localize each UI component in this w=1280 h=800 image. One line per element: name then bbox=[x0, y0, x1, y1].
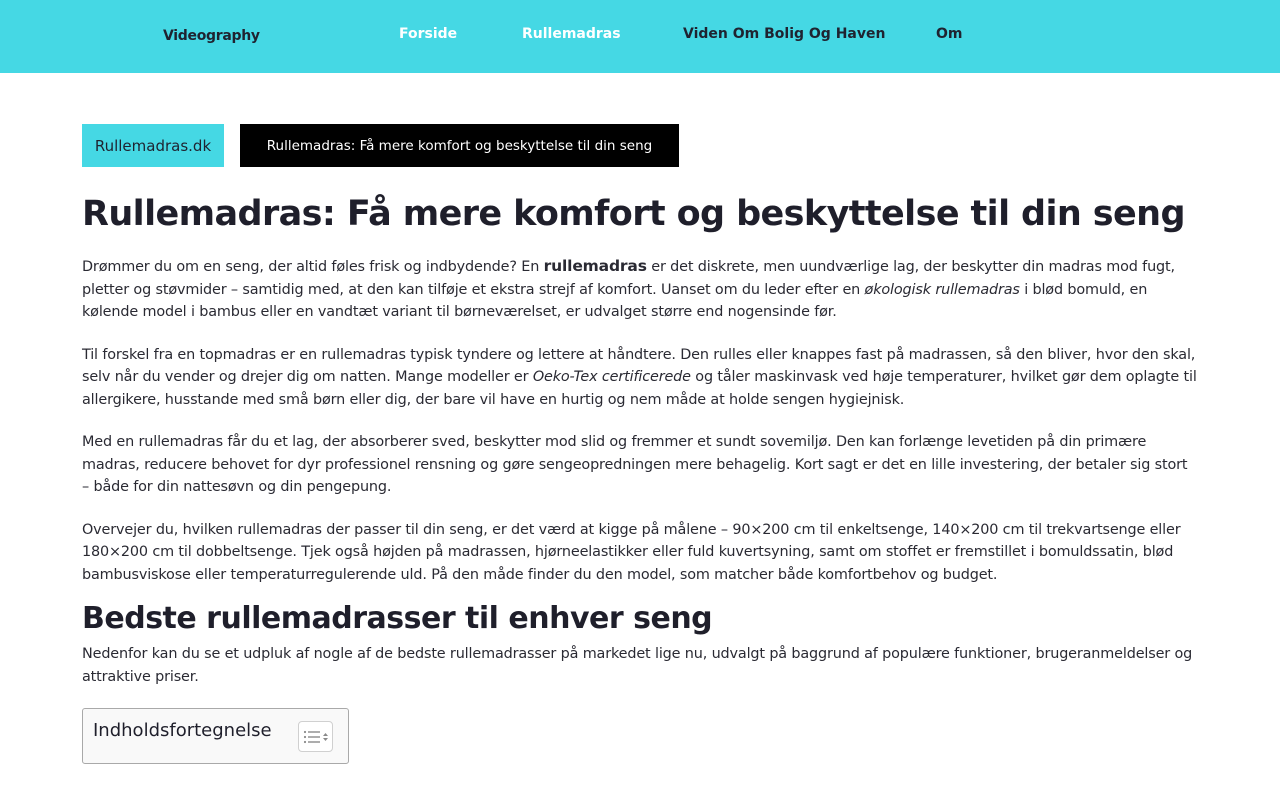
paragraph-sizes: Overvejer du, hvilken rullemadras der passer til din seng, er det værd at kigge på målene – 90×200 cm til enkeltsenge, 140×200 cm til trekvartsenge eller 180×200 cm til dobbeltsenge. Tjek også højden på madrassen, hjørneelastikker eller fuld kuvertsyning, samt om stoffet er fremstillet i bomuldssatin, blød bambusviskose eller temperaturregulerende uld. På den måde finder du den model, som matcher både komfortbehov og budget. bbox=[82, 521, 1181, 583]
nav-item-forside[interactable]: Forside bbox=[399, 26, 458, 42]
table-of-contents bbox=[82, 708, 349, 764]
text-segment: i blød bomuld, en kølende model i bambus eller en vandtæt variant til børneværelset, er udvalget større end nogensinde før. bbox=[82, 281, 1148, 320]
nav-item-viden-om-bolig-og-haven[interactable]: Viden Om Bolig Og Haven bbox=[683, 26, 886, 42]
section-heading: Bedste rullemadrasser til enhver seng bbox=[82, 601, 713, 636]
text-segment: Drømmer du om en seng, der altid føles frisk og indbydende? En bbox=[82, 259, 544, 275]
section-intro-paragraph: Nedenfor kan du se et udpluk af nogle af de bedste rullemadrasser på markedet lige nu, udvalgt på baggrund af populære funktioner, brugeranmeldelser og attraktive priser. bbox=[82, 646, 1193, 685]
breadcrumb-home-link[interactable]: Rullemadras.dk bbox=[82, 124, 224, 167]
emphasis-okologisk: økologisk rullemadras bbox=[864, 281, 1020, 298]
text-segment: er det diskrete, men uundværlige lag, der beskytter din madras mod fugt, pletter og støvmider – samtidig med, at den kan tilføje et ekstra strejf af komfort. Uanset om du leder efter en bbox=[82, 259, 1175, 298]
text-segment: Til forskel fra en topmadras er en rullemadras typisk tyndere og lettere at håndtere. Den rulles eller knappes fast på madrassen, så den bliver, hvor den skal, selv når du vender og drejer dig om natten. Mange modeller er bbox=[82, 346, 1196, 385]
intro-paragraph bbox=[82, 255, 1198, 324]
site-header bbox=[0, 0, 1280, 73]
text-segment: og tåler maskinvask ved høje temperaturer, hvilket gør dem oplagte til allergikere, husstande med små børn eller dig, der bare vil have en hurtig og nem måde at holde sengen hygiejnisk. bbox=[82, 369, 1197, 408]
keyword-rullemadras: rullemadras bbox=[543, 257, 647, 275]
emphasis-oeko-tex: Oeko-Tex certificerede bbox=[532, 369, 691, 385]
list-toggle-icon[interactable] bbox=[298, 721, 333, 752]
paragraph-topmadras bbox=[82, 344, 1198, 412]
article bbox=[82, 190, 1198, 764]
page-title: Rullemadras: Få mere komfort og beskyttelse til din seng bbox=[82, 194, 1185, 234]
breadcrumb-current-page: Rullemadras: Få mere komfort og beskyttelse til din seng bbox=[240, 124, 679, 167]
nav-item-rullemadras[interactable]: Rullemadras bbox=[522, 26, 621, 42]
paragraph-benefits: Med en rullemadras får du et lag, der absorberer sved, beskytter mod slid og fremmer et sundt sovemiljø. Den kan forlænge levetiden på din primære madras, reducere behovet for dyr professionel rensning og gøre sengeopredningen mere behagelig. Kort sagt er det en lille investering, der betaler sig stort – både for din nattesøvn og din pengepung. bbox=[82, 434, 1188, 495]
nav-item-om[interactable]: Om bbox=[936, 26, 963, 42]
toc-title: Indholdsfortegnelse bbox=[93, 720, 272, 741]
site-logo[interactable]: Videography bbox=[163, 28, 260, 44]
